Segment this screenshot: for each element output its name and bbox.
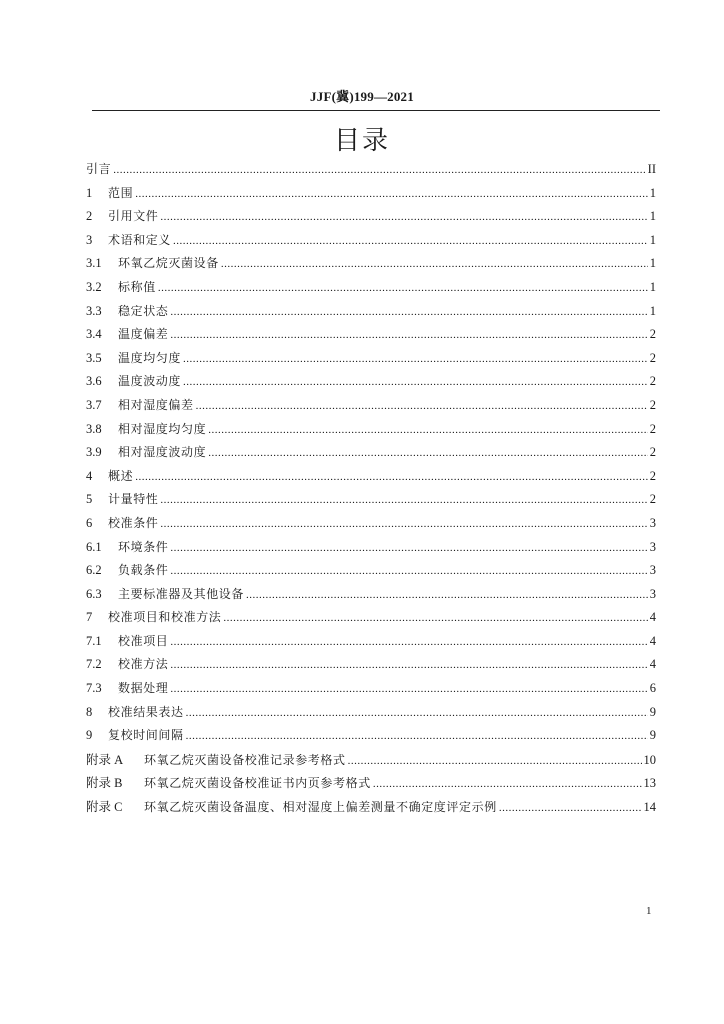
toc-entry-page: 3 bbox=[649, 539, 656, 554]
toc-entry-page: 9 bbox=[649, 728, 656, 743]
toc-entry-number: 7.3 bbox=[86, 681, 102, 696]
toc-leader-dots bbox=[221, 258, 648, 270]
toc-entry-number: 3.6 bbox=[86, 374, 102, 389]
toc-entry-number: 1 bbox=[86, 185, 93, 200]
toc-entry-page: 2 bbox=[649, 374, 656, 389]
toc-entry-label: 环氧乙烷灭菌设备 bbox=[118, 256, 219, 271]
toc-entry-page: 3 bbox=[649, 515, 656, 530]
toc-leader-dots bbox=[170, 636, 647, 648]
toc-entry[interactable] bbox=[86, 207, 656, 231]
toc-entry-number: 4 bbox=[86, 468, 93, 483]
toc-entry-label: 校准方法 bbox=[118, 657, 169, 672]
toc-entry-number: 6.2 bbox=[86, 563, 102, 578]
toc-entry[interactable] bbox=[86, 467, 656, 491]
toc-entry[interactable] bbox=[86, 325, 656, 349]
toc-entry-number: 3.5 bbox=[86, 350, 102, 365]
toc-entry-page: 4 bbox=[649, 610, 656, 625]
toc-entry-label: 计量特性 bbox=[108, 492, 159, 507]
toc-entry[interactable] bbox=[86, 679, 656, 703]
toc-leader-dots bbox=[158, 282, 648, 294]
toc-leader-dots bbox=[135, 188, 648, 200]
toc-entry-page: 9 bbox=[649, 704, 656, 719]
toc-leader-dots bbox=[135, 471, 648, 483]
toc-entry[interactable] bbox=[86, 514, 656, 538]
toc-entry[interactable] bbox=[86, 538, 656, 562]
toc-leader-dots bbox=[208, 424, 648, 436]
toc-entry-label: 环氧乙烷灭菌设备温度、相对湿度上偏差测量不确定度评定示例 bbox=[144, 800, 497, 815]
toc-entry-number: 9 bbox=[86, 728, 93, 743]
toc-entry-number: 7 bbox=[86, 610, 93, 625]
toc-leader-dots bbox=[183, 353, 648, 365]
toc-entry-label: 温度偏差 bbox=[118, 327, 169, 342]
toc-entry-label: 校准条件 bbox=[108, 515, 159, 530]
toc-entry-page: 14 bbox=[643, 800, 656, 815]
toc-entry-number: 3.1 bbox=[86, 256, 102, 271]
toc-entry-label: 引用文件 bbox=[108, 209, 159, 224]
toc-leader-dots bbox=[186, 707, 648, 719]
toc-entry-page: 4 bbox=[649, 657, 656, 672]
toc-entry-label: 校准结果表达 bbox=[108, 704, 184, 719]
toc-entry[interactable] bbox=[86, 726, 656, 750]
toc-entry[interactable] bbox=[86, 773, 656, 797]
toc-entry[interactable] bbox=[86, 490, 656, 514]
toc-entry-label: 环境条件 bbox=[118, 539, 169, 554]
toc-entry-number: 8 bbox=[86, 704, 93, 719]
toc-entry-page: 1 bbox=[649, 279, 656, 294]
toc-entry-number: 2 bbox=[86, 209, 93, 224]
toc-leader-dots bbox=[186, 730, 648, 742]
toc-leader-dots bbox=[170, 329, 647, 341]
toc-entry-label: 温度波动度 bbox=[118, 374, 182, 389]
toc-entry-label: 环氧乙烷灭菌设备校准记录参考格式 bbox=[144, 752, 346, 767]
toc-entry-page: 6 bbox=[649, 681, 656, 696]
toc-leader-dots bbox=[348, 755, 642, 767]
toc-entry-page: 1 bbox=[649, 256, 656, 271]
toc-entry[interactable] bbox=[86, 278, 656, 302]
toc-leader-dots bbox=[173, 235, 648, 247]
toc-leader-dots bbox=[113, 164, 645, 176]
toc-entry-number: 3.7 bbox=[86, 397, 102, 412]
toc-entry[interactable] bbox=[86, 160, 656, 184]
toc-leader-dots bbox=[170, 565, 647, 577]
toc-entry-number: 3.4 bbox=[86, 327, 102, 342]
toc-entry-number: 3.3 bbox=[86, 303, 102, 318]
standard-code: JJF(冀)199—2021 bbox=[310, 89, 414, 104]
toc-entry[interactable] bbox=[86, 797, 656, 821]
toc-entry-number: 6.3 bbox=[86, 586, 102, 601]
toc-entry-page: 2 bbox=[649, 468, 656, 483]
toc-entry-label: 校准项目 bbox=[118, 633, 169, 648]
toc-entry-page: 2 bbox=[649, 445, 656, 460]
toc-entry-label: 范围 bbox=[108, 185, 134, 200]
toc-leader-dots bbox=[373, 778, 642, 790]
toc-leader-dots bbox=[223, 612, 647, 624]
toc-entry-label: 负载条件 bbox=[118, 563, 169, 578]
toc-entry[interactable] bbox=[86, 349, 656, 373]
toc-leader-dots bbox=[160, 494, 647, 506]
toc-entry[interactable] bbox=[86, 396, 656, 420]
toc-entry-label: 相对湿度均匀度 bbox=[118, 421, 207, 436]
toc-entry[interactable] bbox=[86, 372, 656, 396]
toc-entry-page: 10 bbox=[643, 752, 656, 767]
toc-entry-label: 引言 bbox=[86, 162, 112, 176]
toc-leader-dots bbox=[183, 376, 648, 388]
toc-entry-page: 2 bbox=[649, 492, 656, 507]
table-of-contents bbox=[86, 160, 656, 821]
header-divider bbox=[92, 110, 660, 111]
toc-entry-number: 附录 B bbox=[86, 776, 123, 791]
toc-entry[interactable] bbox=[86, 608, 656, 632]
toc-entry-page: 2 bbox=[649, 327, 656, 342]
toc-entry[interactable] bbox=[86, 585, 656, 609]
toc-entry-number: 附录 C bbox=[86, 800, 123, 815]
toc-entry-label: 术语和定义 bbox=[108, 232, 172, 247]
toc-entry-label: 主要标准器及其他设备 bbox=[118, 586, 245, 601]
toc-leader-dots bbox=[170, 542, 647, 554]
toc-entry[interactable] bbox=[86, 302, 656, 326]
toc-entry-label: 校准项目和校准方法 bbox=[108, 610, 222, 625]
toc-entry-number: 附录 A bbox=[86, 752, 124, 767]
toc-entry-label: 复校时间间隔 bbox=[108, 728, 184, 743]
toc-entry-page: 3 bbox=[649, 586, 656, 601]
toc-entry-label: 稳定状态 bbox=[118, 303, 169, 318]
toc-entry-page: 4 bbox=[649, 633, 656, 648]
toc-entry[interactable] bbox=[86, 632, 656, 656]
page-title: 目录 bbox=[333, 126, 390, 156]
toc-entry-page: 3 bbox=[649, 563, 656, 578]
toc-entry-label: 概述 bbox=[108, 468, 134, 483]
toc-entry[interactable] bbox=[86, 750, 656, 774]
toc-entry[interactable] bbox=[86, 443, 656, 467]
toc-leader-dots bbox=[170, 659, 647, 671]
toc-leader-dots bbox=[196, 400, 648, 412]
toc-entry-page: 13 bbox=[643, 776, 656, 791]
toc-entry-number: 7.2 bbox=[86, 657, 102, 672]
toc-leader-dots bbox=[160, 518, 647, 530]
toc-entry-number: 6.1 bbox=[86, 539, 102, 554]
toc-entry-number: 5 bbox=[86, 492, 93, 507]
toc-entry[interactable] bbox=[86, 184, 656, 208]
toc-entry[interactable] bbox=[86, 254, 656, 278]
toc-entry-page: 2 bbox=[649, 421, 656, 436]
toc-entry-page: II bbox=[647, 162, 656, 176]
toc-entry-number: 3.2 bbox=[86, 279, 102, 294]
toc-entry[interactable] bbox=[86, 703, 656, 727]
toc-entry-page: 2 bbox=[649, 397, 656, 412]
toc-entry-number: 3.9 bbox=[86, 445, 102, 460]
toc-entry-label: 标称值 bbox=[118, 279, 156, 294]
toc-entry[interactable] bbox=[86, 655, 656, 679]
toc-entry[interactable] bbox=[86, 231, 656, 255]
toc-entry-label: 相对湿度波动度 bbox=[118, 445, 207, 460]
toc-leader-dots bbox=[499, 802, 642, 814]
toc-entry[interactable] bbox=[86, 420, 656, 444]
toc-leader-dots bbox=[246, 589, 648, 601]
toc-leader-dots bbox=[170, 683, 647, 695]
toc-entry-number: 3.8 bbox=[86, 421, 102, 436]
toc-entry-number: 7.1 bbox=[86, 633, 102, 648]
page-number: 1 bbox=[646, 905, 652, 917]
toc-entry-label: 相对湿度偏差 bbox=[118, 397, 194, 412]
toc-leader-dots bbox=[170, 306, 647, 318]
toc-entry-label: 温度均匀度 bbox=[118, 350, 182, 365]
toc-entry-page: 2 bbox=[649, 350, 656, 365]
toc-entry-page: 1 bbox=[649, 232, 656, 247]
toc-entry-page: 1 bbox=[649, 209, 656, 224]
toc-entry-page: 1 bbox=[649, 185, 656, 200]
toc-entry[interactable] bbox=[86, 561, 656, 585]
toc-entry-number: 3 bbox=[86, 232, 93, 247]
toc-leader-dots bbox=[160, 211, 647, 223]
toc-entry-label: 数据处理 bbox=[118, 681, 169, 696]
toc-entry-number: 6 bbox=[86, 515, 93, 530]
toc-entry-label: 环氧乙烷灭菌设备校准证书内页参考格式 bbox=[144, 776, 371, 791]
toc-entry-page: 1 bbox=[649, 303, 656, 318]
toc-leader-dots bbox=[208, 447, 648, 459]
